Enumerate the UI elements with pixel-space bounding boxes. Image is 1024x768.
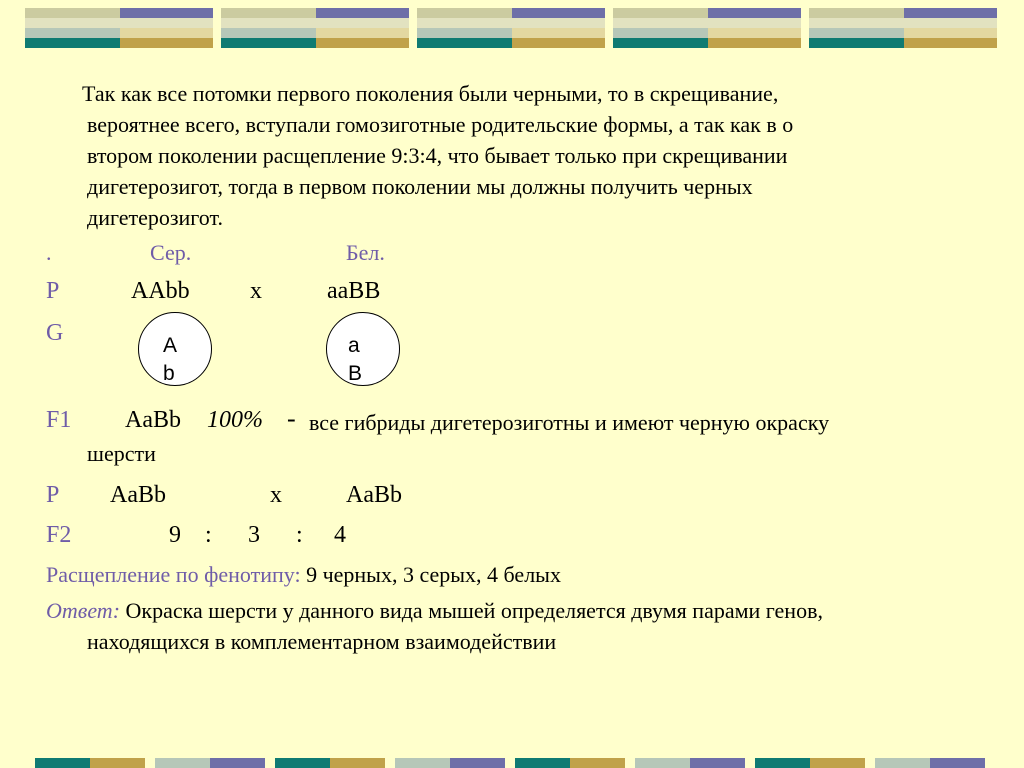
f1-genotype: AaBb [125,407,181,433]
gamete-circle-2 [326,312,400,386]
split-label: Расщепление по фенотипу: [46,562,301,587]
f2-value-3: 4 [334,522,346,548]
f1-label: F1 [46,407,72,433]
f1-percent: 100% [207,407,263,433]
split-value: 9 черных, 3 серых, 4 белых [306,562,561,587]
deco-tile [221,8,409,48]
answer-line-2: находящихся в комплементарном взаимодействии [87,629,557,654]
bullet-dot: . [46,240,52,265]
split-row [46,559,561,590]
intro-line-3: втором поколении расщепление 9:3:4, что бывает только при скрещивании [87,143,788,168]
p2-label: P [46,482,60,508]
gamete-2-bottom: B [348,362,363,385]
phenotype-white: Бел. [346,240,385,265]
f2-separator-2: : [296,522,303,548]
answer-label: Ответ: [46,598,121,623]
deco-tile [613,8,801,48]
f1-dash: - [287,404,296,433]
p1-parent1: AAbb [131,278,190,304]
f2-label: F2 [46,522,72,548]
f1-description-2: шерсти [87,441,156,466]
deco-tile [25,8,213,48]
answer-line-1: Окраска шерсти у данного вида мышей определяется двумя парами генов, [125,598,823,623]
gamete-1-bottom: b [163,362,175,385]
gamete-2-top: a [348,334,360,357]
phenotype-grey: Сер. [150,240,192,265]
gamete-1-top: A [163,334,178,357]
bottom-decoration [0,758,1024,768]
f2-value-1: 9 [169,522,181,548]
f1-description-1: все гибриды дигетерозиготны и имеют черную окраску [309,410,830,435]
p2-parent1: AaBb [110,482,166,508]
gamete-circle-1 [138,312,212,386]
p1-parent2: aaBB [327,278,381,304]
intro-line-4: дигетерозигот, тогда в первом поколении мы должны получить черных [87,174,753,199]
p1-cross: x [250,278,262,304]
deco-tile [417,8,605,48]
intro-line-5: дигетерозигот. [87,205,223,230]
p2-parent2: AaBb [346,482,402,508]
intro-line-1: Так как все потомки первого поколения были черными, то в скрещивание, [82,81,779,106]
answer-row [46,595,823,626]
p2-cross: x [270,482,282,508]
deco-tile [809,8,997,48]
p1-label: P [46,278,60,304]
f2-separator-1: : [205,522,212,548]
top-decoration [0,8,1024,48]
intro-line-2: вероятнее всего, вступали гомозиготные родительские формы, а так как в о [87,112,794,137]
f2-value-2: 3 [248,522,260,548]
gametes-label: G [46,320,64,346]
